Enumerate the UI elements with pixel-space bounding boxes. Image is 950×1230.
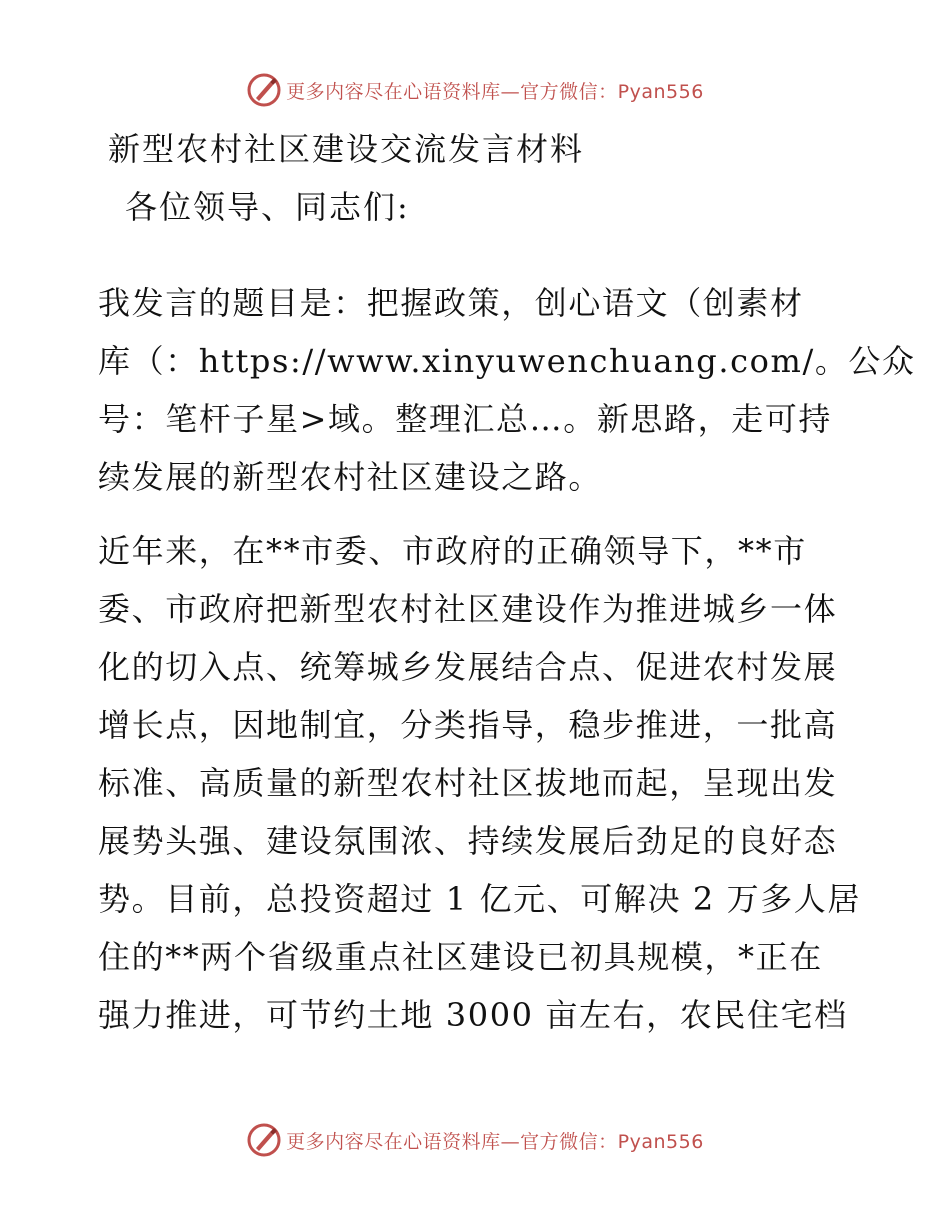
watermark-text: 更多内容尽在心语资料库—官方微信：Pyan556 bbox=[286, 80, 704, 103]
footer-watermark bbox=[0, 1120, 950, 1160]
pen-logo-icon bbox=[246, 72, 282, 108]
watermark-text: 更多内容尽在心语资料库—官方微信：Pyan556 bbox=[286, 1130, 704, 1153]
watermark-contact: Pyan556 bbox=[617, 1130, 704, 1153]
header-watermark bbox=[0, 70, 950, 110]
pen-logo-icon bbox=[246, 1122, 282, 1158]
paragraph-1-line: 号：笔杆子星>域。整理汇总…。新思路，走可持 bbox=[98, 400, 833, 438]
paragraph-2-line: 化的切入点、统筹城乡发展结合点、促进农村发展 bbox=[98, 648, 838, 686]
paragraph-2-line: 住的**两个省级重点社区建设已初具规模，*正在 bbox=[98, 938, 823, 976]
paragraph-1-line: 我发言的题目是：把握政策，创心语文（创素材 bbox=[98, 284, 804, 322]
salutation: 各位领导、同志们: bbox=[125, 188, 410, 226]
paragraph-2-line: 势。目前，总投资超过 1 亿元、可解决 2 万多人居 bbox=[98, 880, 862, 918]
watermark-contact: Pyan556 bbox=[617, 80, 704, 103]
paragraph-2-line: 增长点，因地制宜，分类指导，稳步推进，一批高 bbox=[98, 706, 838, 744]
paragraph-2-line: 委、市政府把新型农村社区建设作为推进城乡一体 bbox=[98, 590, 838, 628]
paragraph-2-line: 标准、高质量的新型农村社区拔地而起，呈现出发 bbox=[98, 764, 838, 802]
paragraph-1-line: 库（：https://www.xinyuwenchuang.com/。公众 bbox=[98, 342, 916, 380]
paragraph-2-line: 展势头强、建设氛围浓、持续发展后劲足的良好态 bbox=[98, 822, 838, 860]
paragraph-1-line: 续发展的新型农村社区建设之路。 bbox=[98, 458, 603, 496]
document-title: 新型农村社区建设交流发言材料 bbox=[108, 130, 585, 168]
paragraph-2-line: 强力推进，可节约土地 3000 亩左右，农民住宅档 bbox=[98, 996, 848, 1034]
paragraph-2-line: 近年来，在**市委、市政府的正确领导下，**市 bbox=[98, 532, 807, 570]
